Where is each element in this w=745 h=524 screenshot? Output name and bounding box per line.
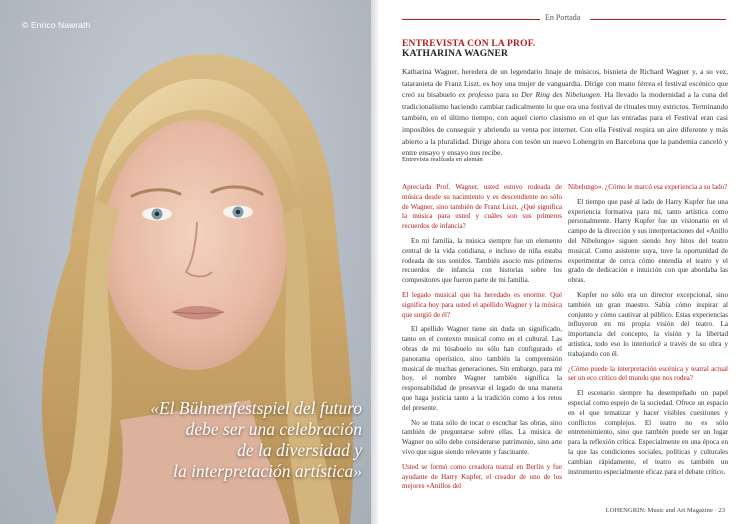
interview-answer: No se trata sólo de tocar o escuchar las obras, sino también de preguntarse sobre ellas. La música de Wagner no sólo debe considerarse patrimonio, sino arte vivo que sigue siendo relevante y fascinante.	[402, 418, 562, 456]
interview-answer: Kupfer no sólo era un director excepcional, sino también un gran maestro. Sabía cómo inspirar al conjunto y cómo cautivar al público. Estas experiencias influyeron en mi propia visión del teatro. La importancia del concepto, la visión y la libertad artística, todo eso lo interioricé a través de su obra y trabajando con él.	[568, 290, 728, 358]
interview-question: Apreciada Prof. Wagner, usted estuvo rodeada de música desde su nacimiento y es descendiente no sólo de Wagner, sino también de Franz Liszt. ¿Qué significa la música para usted y cuáles son sus primeros recuerdos de infancia?	[402, 183, 562, 231]
article-page	[378, 0, 745, 524]
pull-quote-line: la interpretación artística»	[173, 461, 362, 481]
byline: Entrevista realizada en alemán	[402, 156, 483, 163]
interview-answer: El apellido Wagner tiene sin duda un significado, tanto en el contexto musical como en el cultural. Las obras de mi bisabuelo no sólo han configurado el panorama operístico, sino también la comprensión musical de muchas generaciones. Sin embargo, para mí hoy, el nombre Wagner también significa la responsabilidad de preservar el legado de una manera que haga justicia tanto a la tradición como a los retos del presente.	[402, 325, 562, 412]
section-rule-left	[402, 19, 540, 20]
interview-answer: El tiempo que pasé al lado de Harry Kupfer fue una experiencia formativa para mí, tanto artística como personalmente. Harry Kupfer fue un visionario en el campo de la dirección y sus interpretaciones del «Anillo del Nibelungo» siguen siendo hoy hitos del teatro musical. Como asistente suya, tuve la oportunidad de experimentar de cerca cómo entendía el teatro y el grado de dedicación e intuición con que abordaba las obras.	[568, 197, 728, 285]
text-column-right	[568, 183, 728, 482]
pull-quote-line: «El Bühnenfestspiel del futuro	[150, 398, 362, 418]
pull-quote-line: debe ser una celebración	[185, 419, 362, 439]
text-column-left	[402, 183, 562, 497]
page-gutter	[371, 0, 378, 524]
intro-text: Katharina Wagner, heredera de un legendario linaje de músicos, bisnieta de Richard Wagner y, a su vez, tataranieta de Franz Liszt, es hoy una mujer de vanguardia. Dirige con mano férrea el festival escénico que creó su bisabuelo	[402, 67, 728, 100]
page-footer: LOHENGRIN: Music and Art Magazine · 23	[605, 507, 725, 514]
intro-emphasis: ex professo	[458, 90, 494, 100]
section-rule-right	[590, 19, 726, 20]
interview-question: Nibelungo». ¿Cómo le marcó esa experiencia a su lado?	[568, 183, 728, 191]
pull-quote-line: de la diversidad y	[237, 440, 362, 460]
section-label: En Portada	[545, 13, 581, 22]
photo-credit: © Enrico Nawrath	[22, 20, 91, 30]
article-heading-line2: KATHARINA WAGNER	[402, 49, 509, 59]
intro-emphasis: Der Ring des Nibelungen	[521, 90, 600, 100]
portrait-page	[0, 0, 371, 524]
intro-text: . Ha llevado la modernidad a la cuna del tradicionalismo haciendo cambiar radicalmente lo que era una festival de rituales muy estrictos. Terminando también, en el último tiempo, con aquel cierto clasismo en el que las entradas para el Festival eran casi imposibles de conseguir y abriendo su venta por internet. Con ella Festival respira un aire diferente y más abierto a la pluralidad. Dirige ahora con tesón un nuevo Lohengrin en Barcelona que la pandemia canceló y entre ensayo y ensayo nos recibe.	[402, 90, 728, 158]
article-intro	[402, 66, 728, 159]
interview-question: Usted se formó como creadora teatral en Berlín y fue ayudante de Harry Kupfer, el creador de uno de los mejores «Anillos del	[402, 462, 562, 491]
pull-quote	[32, 398, 362, 482]
intro-text: para su	[493, 90, 522, 100]
article-heading-line1: ENTREVISTA CON LA PROF.	[402, 39, 536, 49]
interview-question: El legado musical que ha heredado es enorme. Qué significa hoy para usted el apellido Wagner y la música que surgió de él?	[402, 290, 562, 319]
interview-answer: El escenario siempre ha desempeñado un papel especial como espejo de la sociedad. Ofrece un espacio en el que tematizar y hacer visibles cuestiones y conflictos complejos. El teatro no es sólo entretenimiento, sino que también puede ser un lugar para la reflexión crítica. Especialmente en una época en la que las condiciones sociales, políticas y culturales cambian rápidamente, el teatro es también un instrumento especialmente eficaz para el debate crítico.	[568, 389, 728, 476]
interview-question: ¿Cómo puede la interpretación escénica y teatral actual ser un eco crítico del mundo que nos rodea?	[568, 364, 728, 383]
interview-answer: En mi familia, la música siempre fue un elemento central de la vida cotidiana, e incluso de niña estaba rodeada de sus sonidos. También asocio mis primeros recuerdos de infancia con historias sobre los compositores que fueron parte de mi familia.	[402, 236, 562, 285]
